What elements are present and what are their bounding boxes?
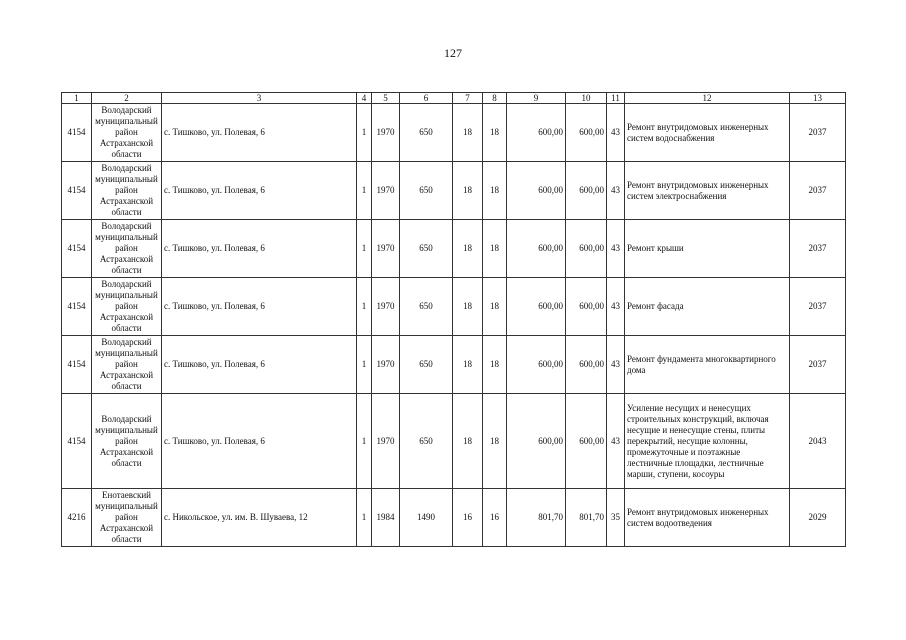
cell-plan-year: 2043: [790, 394, 846, 489]
cell-id: 4154: [62, 394, 92, 489]
cell-7: 18: [453, 394, 483, 489]
cell-address: с. Тишково, ул. Полевая, 6: [162, 162, 357, 220]
cell-10: 600,00: [566, 220, 607, 278]
cell-id: 4154: [62, 336, 92, 394]
column-header: 4: [357, 93, 372, 104]
cell-11: 43: [607, 394, 625, 489]
cell-6: 650: [400, 278, 453, 336]
cell-id: 4154: [62, 278, 92, 336]
cell-year: 1970: [372, 394, 400, 489]
column-header: 1: [62, 93, 92, 104]
cell-7: 18: [453, 278, 483, 336]
cell-4: 1: [357, 278, 372, 336]
column-header: 7: [453, 93, 483, 104]
cell-4: 1: [357, 104, 372, 162]
cell-9: 600,00: [507, 336, 566, 394]
table-row: [62, 336, 846, 394]
column-header: 10: [566, 93, 607, 104]
cell-district: Володарский муниципальный район Астраханской области: [92, 220, 162, 278]
column-header: 11: [607, 93, 625, 104]
cell-7: 18: [453, 104, 483, 162]
cell-8: 18: [483, 162, 507, 220]
cell-work: Ремонт фундамента многоквартирного дома: [625, 336, 790, 394]
cell-4: 1: [357, 394, 372, 489]
cell-7: 18: [453, 336, 483, 394]
column-header: 2: [92, 93, 162, 104]
cell-10: 600,00: [566, 278, 607, 336]
cell-9: 600,00: [507, 104, 566, 162]
cell-work: Ремонт внутридомовых инженерных систем водоотведения: [625, 489, 790, 547]
cell-plan-year: 2037: [790, 278, 846, 336]
page-number: 127: [444, 46, 462, 60]
cell-11: 43: [607, 278, 625, 336]
cell-work: Ремонт внутридомовых инженерных систем водоснабжения: [625, 104, 790, 162]
cell-11: 35: [607, 489, 625, 547]
cell-8: 16: [483, 489, 507, 547]
cell-address: с. Тишково, ул. Полевая, 6: [162, 104, 357, 162]
cell-district: Володарский муниципальный район Астраханской области: [92, 104, 162, 162]
cell-district: Енотаевский муниципальный район Астраханской области: [92, 489, 162, 547]
cell-year: 1970: [372, 104, 400, 162]
cell-plan-year: 2037: [790, 336, 846, 394]
cell-11: 43: [607, 220, 625, 278]
table-row: [62, 394, 846, 489]
cell-10: 600,00: [566, 104, 607, 162]
column-header: 9: [507, 93, 566, 104]
cell-address: с. Тишково, ул. Полевая, 6: [162, 394, 357, 489]
cell-8: 18: [483, 336, 507, 394]
cell-10: 600,00: [566, 336, 607, 394]
cell-8: 18: [483, 394, 507, 489]
column-header: 12: [625, 93, 790, 104]
cell-address: с. Тишково, ул. Полевая, 6: [162, 336, 357, 394]
cell-year: 1970: [372, 220, 400, 278]
cell-11: 43: [607, 104, 625, 162]
cell-district: Володарский муниципальный район Астраханской области: [92, 278, 162, 336]
table-row: [62, 104, 846, 162]
cell-plan-year: 2037: [790, 162, 846, 220]
cell-11: 43: [607, 162, 625, 220]
cell-6: 1490: [400, 489, 453, 547]
cell-id: 4154: [62, 220, 92, 278]
cell-4: 1: [357, 489, 372, 547]
cell-work: Ремонт фасада: [625, 278, 790, 336]
cell-9: 600,00: [507, 220, 566, 278]
cell-address: с. Тишково, ул. Полевая, 6: [162, 278, 357, 336]
cell-year: 1970: [372, 278, 400, 336]
cell-6: 650: [400, 394, 453, 489]
column-header: 13: [790, 93, 846, 104]
cell-address: с. Никольское, ул. им. В. Шуваева, 12: [162, 489, 357, 547]
cell-6: 650: [400, 336, 453, 394]
cell-address: с. Тишково, ул. Полевая, 6: [162, 220, 357, 278]
cell-9: 600,00: [507, 162, 566, 220]
cell-4: 1: [357, 336, 372, 394]
cell-9: 600,00: [507, 394, 566, 489]
cell-9: 600,00: [507, 278, 566, 336]
table-row: [62, 278, 846, 336]
cell-id: 4154: [62, 104, 92, 162]
cell-8: 18: [483, 278, 507, 336]
cell-7: 18: [453, 162, 483, 220]
cell-7: 18: [453, 220, 483, 278]
cell-plan-year: 2037: [790, 104, 846, 162]
cell-work: Ремонт внутридомовых инженерных систем электроснабжения: [625, 162, 790, 220]
table-row: [62, 162, 846, 220]
cell-district: Володарский муниципальный район Астраханской области: [92, 394, 162, 489]
cell-11: 43: [607, 336, 625, 394]
cell-district: Володарский муниципальный район Астраханской области: [92, 336, 162, 394]
register-table: [61, 92, 846, 547]
cell-7: 16: [453, 489, 483, 547]
cell-4: 1: [357, 220, 372, 278]
cell-8: 18: [483, 104, 507, 162]
cell-6: 650: [400, 220, 453, 278]
cell-work: Усиление несущих и ненесущих строительных конструкций, включая несущие и ненесущие стены, плиты перекрытий, несущие колонны, промежуточные и поэтажные лестничные площадки, лестничные марши, ступени, косоуры: [625, 394, 790, 489]
cell-10: 600,00: [566, 162, 607, 220]
column-header: 8: [483, 93, 507, 104]
cell-year: 1970: [372, 336, 400, 394]
cell-6: 650: [400, 162, 453, 220]
column-header: 6: [400, 93, 453, 104]
header-row: [62, 93, 846, 104]
cell-work: Ремонт крыши: [625, 220, 790, 278]
cell-plan-year: 2037: [790, 220, 846, 278]
cell-9: 801,70: [507, 489, 566, 547]
cell-6: 650: [400, 104, 453, 162]
table-row: [62, 220, 846, 278]
column-header: 5: [372, 93, 400, 104]
column-header: 3: [162, 93, 357, 104]
cell-id: 4154: [62, 162, 92, 220]
cell-4: 1: [357, 162, 372, 220]
cell-year: 1984: [372, 489, 400, 547]
cell-10: 801,70: [566, 489, 607, 547]
cell-10: 600,00: [566, 394, 607, 489]
cell-district: Володарский муниципальный район Астраханской области: [92, 162, 162, 220]
cell-year: 1970: [372, 162, 400, 220]
table-row: [62, 489, 846, 547]
cell-plan-year: 2029: [790, 489, 846, 547]
cell-8: 18: [483, 220, 507, 278]
cell-id: 4216: [62, 489, 92, 547]
